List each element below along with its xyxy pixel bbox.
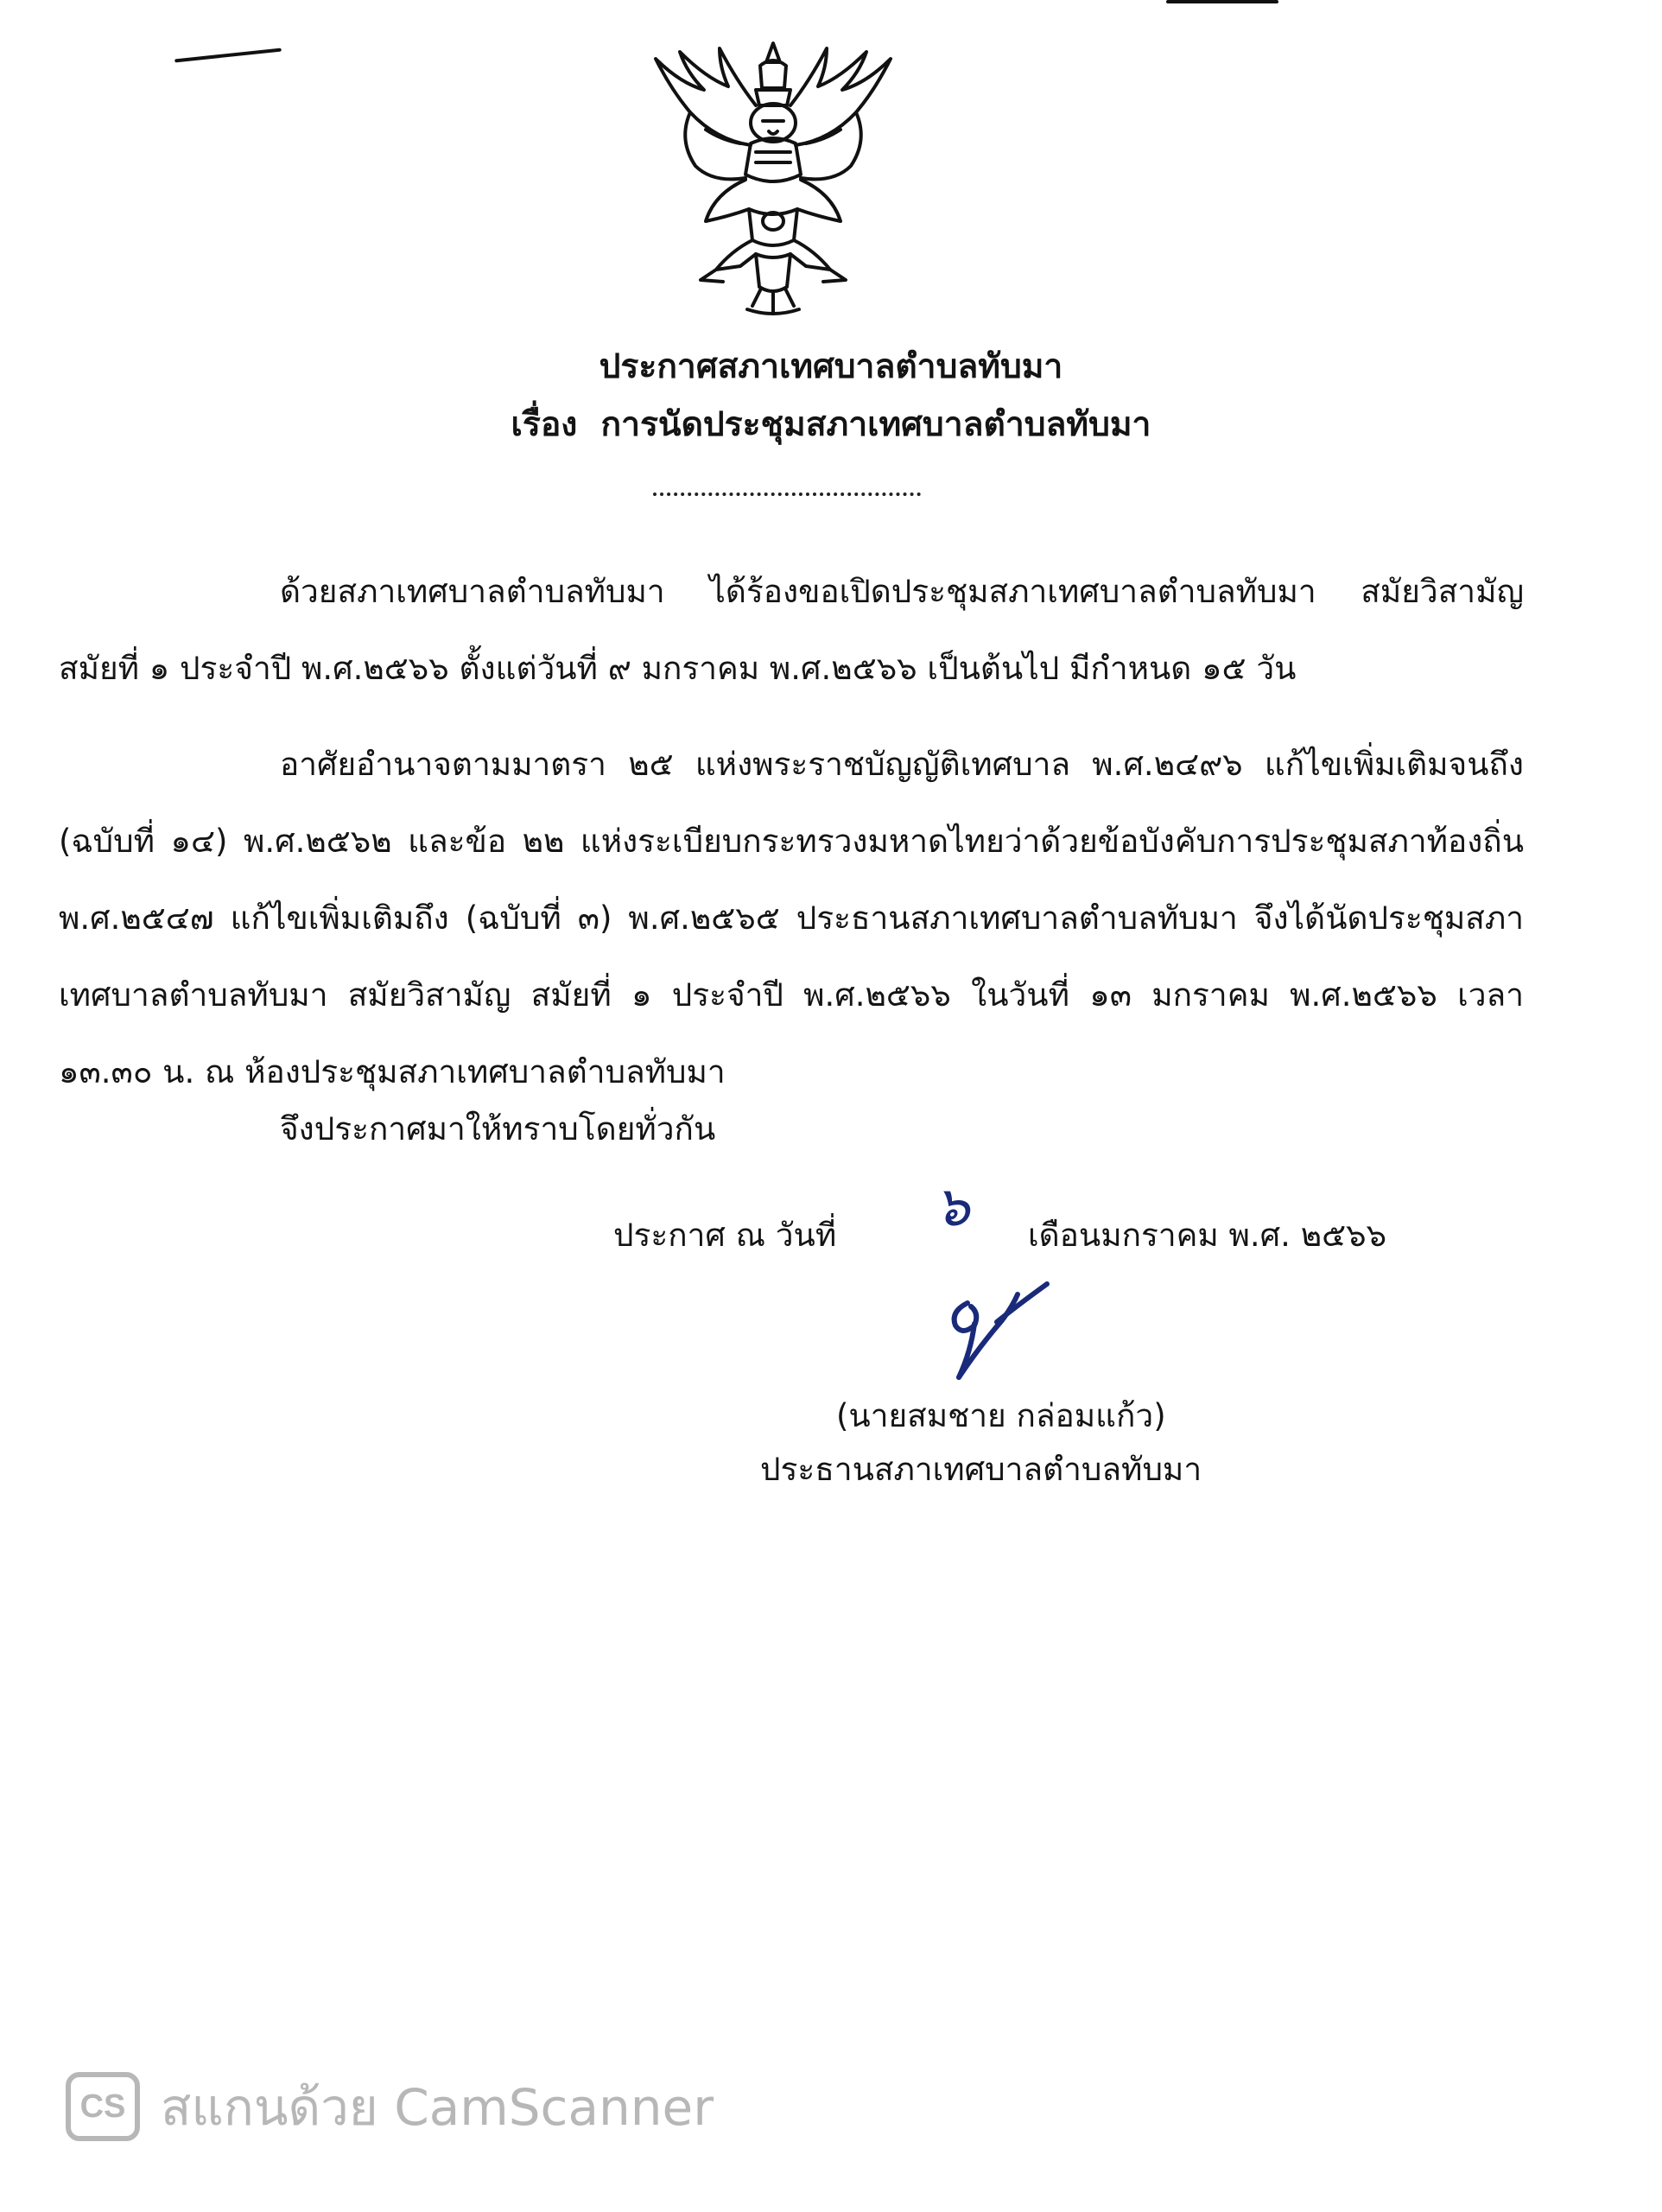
paragraph-line: พ.ศ.๒๕๔๗ แก้ไขเพิ่มเติมถึง (ฉบับที่ ๓) พ.ศ.๒๕๖๕ ประธานสภาเทศบาลตำบลทับมา จึงได้นัดประชุมสภา [59,899,1524,937]
paragraph-line: เทศบาลตำบลทับมา สมัยวิสามัญ สมัยที่ ๑ ประจำปี พ.ศ.๒๕๖๖ ในวันที่ ๑๓ มกราคม พ.ศ.๒๕๖๖ เวลา [59,976,1524,1014]
paragraph-line: ๑๓.๓๐ น. ณ ห้องประชุมสภาเทศบาลตำบลทับมา [59,1053,726,1090]
paragraph-line: ด้วยสภาเทศบาลตำบลทับมา ได้ร้องขอเปิดประชุมสภาเทศบาลตำบลทับมา สมัยวิสามัญ [280,573,1524,610]
announced-at-label: ประกาศ ณ วันที่ [613,1217,837,1254]
scan-mark-top-right [1166,0,1278,3]
handwritten-day: ๖ [935,1175,970,1239]
scan-mark-left [174,48,282,63]
paragraph-line: อาศัยอำนาจตามมาตรา ๒๕ แห่งพระราชบัญญัติเทศบาล พ.ศ.๒๔๙๖ แก้ไขเพิ่มเติมจนถึง [280,746,1524,783]
camscanner-logo-icon: CS [66,2072,140,2141]
signer-name: (นายสมชาย กล่อมแก้ว) [836,1397,1166,1434]
signer-position: ประธานสภาเทศบาลตำบลทับมา [760,1451,1202,1488]
closing-line: จึงประกาศมาให้ทราบโดยทั่วกัน [280,1110,716,1147]
signature-icon [933,1272,1071,1384]
announcement-title [0,347,1662,388]
subject-label: เรื่อง [511,405,578,444]
subject-text: การนัดประชุมสภาเทศบาลตำบลทับมา [600,405,1151,444]
paragraph-line: (ฉบับที่ ๑๔) พ.ศ.๒๕๖๒ และข้อ ๒๒ แห่งระเบียบกระทรวงมหาดไทยว่าด้วยข้อบังคับการประชุมสภาท้องถิ่น [59,823,1524,860]
title-text: ประกาศสภาเทศบาลตำบลทับมา [599,347,1063,386]
watermark-text: สแกนด้วย CamScanner [161,2077,714,2137]
announced-month-year: เดือนมกราคม พ.ศ. ๒๕๖๖ [1028,1217,1387,1254]
paragraph-line: สมัยที่ ๑ ประจำปี พ.ศ.๒๕๖๖ ตั้งแต่วันที่ ๙ มกราคม พ.ศ.๒๕๖๖ เป็นต้นไป มีกำหนด ๑๕ วัน [59,650,1297,687]
camscanner-watermark [66,2070,714,2143]
paragraph-2 [59,726,1524,1110]
garuda-emblem-icon [626,36,920,321]
dotted-separator [653,493,921,496]
announcement-subject [0,405,1662,446]
paragraph-1 [59,553,1524,707]
